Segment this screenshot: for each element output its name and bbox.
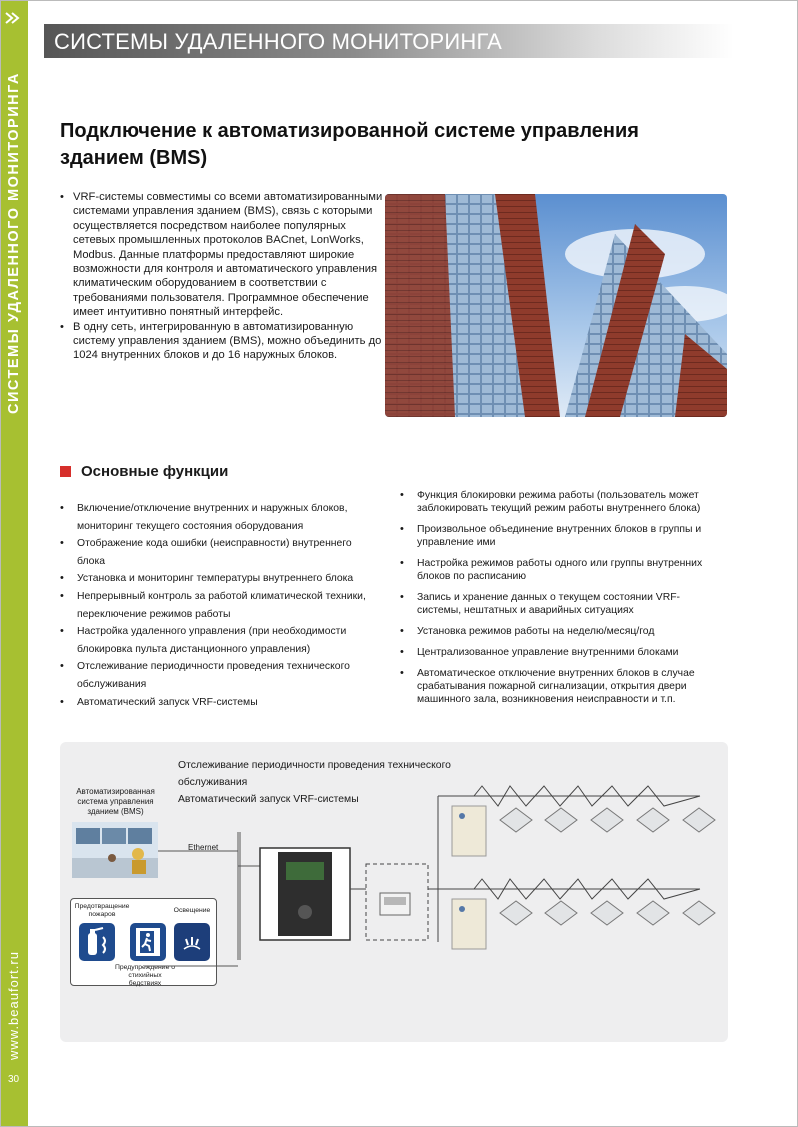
functions-list-right — [400, 489, 720, 714]
control-room-photo — [72, 822, 158, 878]
emergency-exit-icon — [130, 923, 166, 961]
function-item: • Запись и хранение данных о текущем состоянии VRF-системы, нештатных и аварийных ситуациях — [400, 591, 720, 617]
diagram-caption-line: Отслеживание периодичности проведения технического — [178, 760, 451, 771]
functions-heading — [60, 463, 228, 480]
functions-title: Основные функции — [81, 463, 229, 480]
function-item: • Произвольное объединение внутренних блоков в группы и управление ими — [400, 523, 720, 549]
function-item: • Функция блокировки режима работы (пользователь может заблокировать текущий режим работы внутреннего блока) — [400, 489, 720, 515]
function-item: • Настройка режимов работы одного или группы внутренних блоков по расписанию — [400, 557, 720, 583]
ethernet-label: Ethernet — [188, 843, 219, 852]
lighting-label: Освещение — [173, 907, 211, 914]
function-item: • Установка режимов работы на неделю/месяц/год — [400, 625, 720, 638]
function-item: • Отображение кода ошибки (неисправности) внутреннего блока — [60, 535, 370, 570]
intro-bullet: • VRF-системы совместимы со всеми автоматизированными системами управления зданием (BMS), связь с которыми осуществляется посредством наиболее популярных сетевых промышленных протоколов BACnet, LonWorks, Modbus. Данные платформы предоставляют широкие возможности для контроля и автоматического управления климатическим оборудованием в соответствии с требованиями пользователя. Программное обеспечение имеет интуитивно понятный интерфейс. — [60, 190, 385, 320]
intro-bullets — [60, 190, 385, 363]
functions-list-left — [60, 500, 370, 711]
page-title: Подключение к автоматизированной системе управления зданием (BMS) — [60, 120, 639, 169]
intro-bullet: • В одну сеть, интегрированную в автоматизированную систему управления зданием (BMS), можно объединить до 1024 внутренних блоков и до 16 наружных блоков. — [60, 320, 385, 363]
function-item: • Отслеживание периодичности проведения технического обслуживания — [60, 658, 370, 693]
vertical-section-title: СИСТЕМЫ УДАЛЕННОГО МОНИТОРИНГА — [6, 72, 22, 414]
diagram-caption-line: Автоматический запуск VRF-системы — [178, 794, 359, 805]
function-item: • Централизованное управление внутренними блоками — [400, 646, 720, 659]
fire-prevention-label: Предотвращение пожаров — [74, 903, 130, 918]
red-square-icon — [60, 466, 71, 477]
function-item: • Включение/отключение внутренних и наружных блоков, мониторинг текущего состояния оборудования — [60, 500, 370, 535]
fire-extinguisher-icon — [79, 923, 115, 961]
lighting-icon — [174, 923, 210, 961]
function-item: • Настройка удаленного управления (при необходимости блокировка пульта дистанционного управления) — [60, 623, 370, 658]
section-header-title: СИСТЕМЫ УДАЛЕННОГО МОНИТОРИНГА — [54, 29, 503, 54]
function-item: • Автоматический запуск VRF-системы — [60, 694, 370, 712]
disaster-warning-label: Предупреждение о стихийных бедствиях — [114, 964, 176, 987]
website-url: www.beaufort.ru — [6, 951, 21, 1060]
function-item: • Автоматическое отключение внутренних блоков в случае срабатывания пожарной сигнализации, открытия двери машинного зала, возникновения неисправности и т.п. — [400, 667, 720, 706]
diagram-caption — [178, 757, 451, 808]
diagram-caption-line: обслуживания — [178, 777, 248, 788]
function-item: • Установка и мониторинг температуры внутреннего блока — [60, 570, 370, 588]
function-item: • Непрерывный контроль за работой климатической техники, переключение режимов работы — [60, 588, 370, 623]
page-number: 30 — [8, 1074, 20, 1085]
bms-label: Автоматизированная система управления зданием (BMS) — [76, 787, 155, 816]
building-photo — [385, 194, 727, 417]
chevron-logo-icon — [5, 12, 23, 24]
sidebar — [0, 0, 28, 1127]
section-header-bar — [44, 24, 734, 58]
